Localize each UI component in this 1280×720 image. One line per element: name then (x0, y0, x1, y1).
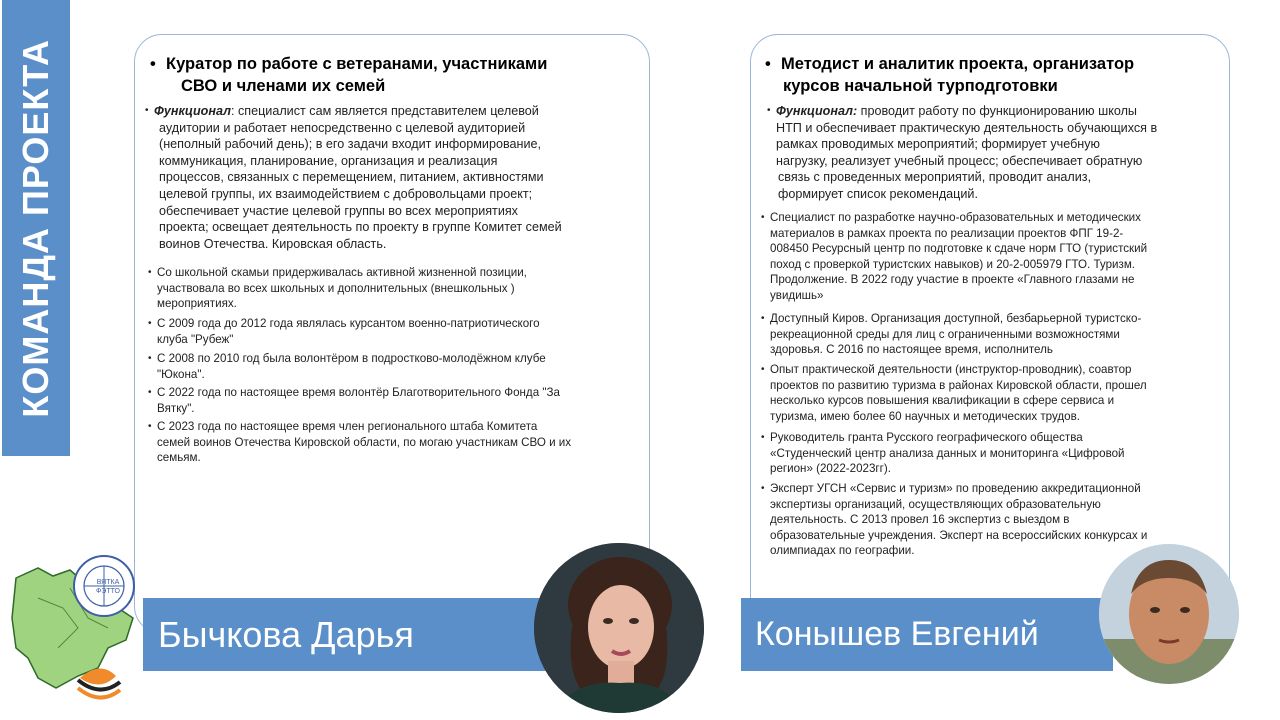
text-line: Доступный Киров. Организация доступной, безбарьерной туристско- (770, 312, 1142, 325)
bullet-icon: • (150, 55, 156, 73)
text-line: семьям. (157, 451, 201, 465)
list-item (761, 362, 1216, 424)
logo-text: ВЯТКА ФЭТТО (95, 579, 121, 595)
region-map-logo (8, 548, 148, 708)
bullet-icon: • (148, 387, 152, 398)
text-line: проводит работу по функционированию школы (857, 104, 1137, 118)
bullet-icon: • (761, 432, 765, 443)
text-line: процессов, связанных с перемещением, питанием, активностями (159, 170, 544, 185)
text-line: обеспечивает участие целевой группы во всех мероприятиях (159, 203, 518, 218)
text-line: увидишь» (770, 288, 824, 302)
text-line: Специалист по разработке научно-образовательных и методических (770, 211, 1141, 224)
list-item (761, 430, 1216, 477)
text-line: материалов в рамках проекта по реализации проектов ФПГ 19-2- (770, 226, 1124, 240)
card-curator (134, 34, 650, 634)
text-line: нагрузку, реализует учебный процесс; обеспечивает обратную (776, 153, 1143, 168)
text-line: деятельность. С 2013 провел 16 экспертиз с выездом в (770, 513, 1070, 527)
text-line: туризма, имею более 60 научных и методических трудов. (770, 409, 1080, 423)
func-label: Функционал (154, 104, 231, 118)
text-line: (неполный рабочий день); в его задачи входит информирование, (159, 137, 542, 152)
text-line: аудитории и работает непосредственно с целевой аудиторией (159, 120, 526, 135)
bullet-icon: • (148, 267, 152, 278)
list-item (761, 210, 1216, 304)
curator-functional (145, 103, 634, 252)
text-line: 008450 Ресурсный центр по подготовке к сдаче норм ГТО (туристский (770, 242, 1148, 256)
text-line: С 2022 года по настоящее время волонтёр Благотворительного Фонда "За (157, 386, 560, 399)
name-bar-right (741, 598, 1113, 671)
text-line: С 2023 года по настоящее время член регионального штаба Комитета (157, 420, 538, 433)
text-line: : специалист сам является представителем целевой (230, 104, 539, 118)
title-line: Куратор по работе с ветеранами, участниками (166, 55, 548, 73)
text-line: Продолжение. В 2022 году участие в проекте «Главного глазами не (770, 273, 1135, 287)
text-line: "Юкона". (157, 367, 205, 381)
list-item (148, 351, 637, 382)
list-item (148, 265, 637, 312)
text-line: Опыт практической деятельности (инструктор-проводник), соавтор (770, 363, 1132, 376)
text-line: проектов по развитию туризма в районах Кировской области, прошел (770, 378, 1147, 392)
curator-title (150, 53, 636, 97)
text-line: клуба "Рубеж" (157, 332, 234, 346)
text-line: воинов Отечества. Кировская область. (159, 236, 387, 251)
text-line: Вятку". (157, 401, 195, 415)
bullet-icon: • (145, 105, 149, 116)
methodist-title (765, 53, 1221, 97)
text-line: НТП и обеспечивает практическую деятельность обучающихся в (776, 120, 1158, 135)
list-item (148, 419, 637, 466)
text-line: формирует список рекомендаций. (778, 186, 978, 201)
title-line: курсов начальной турподготовки (783, 77, 1058, 95)
text-line: участвовала во всех школьных и дополнительных (внешкольных ) (157, 281, 515, 295)
name-bar-left (143, 598, 563, 671)
text-line: несколько курсов повышения квалификации в сфере сервиса и (770, 394, 1115, 408)
text-line: проекта; освещает деятельность по проекту в группе Комитет семей (159, 220, 562, 235)
title-line: Методист и аналитик проекта, организатор (781, 55, 1135, 73)
map-icon (8, 548, 148, 708)
text-line: С 2008 по 2010 год была волонтёром в подростково-молодёжном клубе (157, 352, 546, 365)
func-label: Функционал: (776, 104, 858, 118)
list-item (148, 316, 637, 347)
title-line: СВО и членами их семей (181, 77, 386, 95)
text-line: Со школьной скамьи придерживалась активной жизненной позиции, (157, 266, 527, 279)
bullet-icon: • (761, 483, 765, 494)
text-line: С 2009 года до 2012 года являлась курсантом военно-патриотического (157, 317, 540, 330)
text-line: Руководитель гранта Русского географического общества (770, 431, 1083, 444)
bullet-icon: • (148, 421, 152, 432)
text-line: рамках проводимых мероприятий; формирует учебную (776, 137, 1100, 152)
bullet-icon: • (761, 212, 765, 223)
list-item (761, 311, 1216, 358)
text-line: коммуникация, планирование, организация и реализация (159, 153, 498, 168)
methodist-functional (767, 103, 1221, 203)
text-line: экспертизы организаций, осуществляющих образовательную (770, 497, 1101, 511)
text-line: здоровья. С 2016 по настоящее время, исполнитель (770, 343, 1053, 357)
person-name: Конышев Евгений (755, 615, 1039, 653)
person-photo-icon (1099, 544, 1239, 684)
bullet-icon: • (148, 353, 152, 364)
avatar (1099, 544, 1239, 684)
text-line: «Студенческий центр анализа данных и мониторинга «Цифровой (770, 446, 1125, 460)
text-line: связь с проведенных мероприятий, проводит анализ, (778, 170, 1092, 185)
bullet-icon: • (761, 364, 765, 375)
text-line: олимпиадах по географии. (770, 544, 915, 558)
bullet-icon: • (761, 313, 765, 324)
avatar (534, 543, 704, 713)
text-line: семей воинов Отечества Кировской области, по могаю участникам СВО и их (157, 435, 572, 449)
text-line: целевой группы, их взаимодействием с добровольцами проект; (159, 186, 533, 201)
banner-title: КОМАНДА ПРОЕКТА (15, 38, 56, 418)
bullet-icon: • (148, 318, 152, 329)
text-line: регион» (2022-2023гг). (770, 462, 891, 476)
person-photo-icon (534, 543, 704, 713)
text-line: рекреационной среды для лиц с ограниченными возможностями (770, 327, 1120, 341)
text-line: поход с проверкой туристских навыков) и 20-2-005979 ГТО. Туризм. (770, 257, 1136, 271)
person-name: Бычкова Дарья (158, 613, 414, 655)
text-line: мероприятиях. (157, 297, 237, 311)
text-line: Эксперт УГСН «Сервис и туризм» по проведению аккредитационной (770, 482, 1141, 495)
bullet-icon: • (767, 105, 771, 116)
vertical-banner (2, 0, 70, 456)
bullet-icon: • (765, 55, 771, 73)
text-line: образовательные учреждения. Эксперт на всероссийских конкурсах и (770, 528, 1148, 542)
list-item (148, 385, 637, 416)
